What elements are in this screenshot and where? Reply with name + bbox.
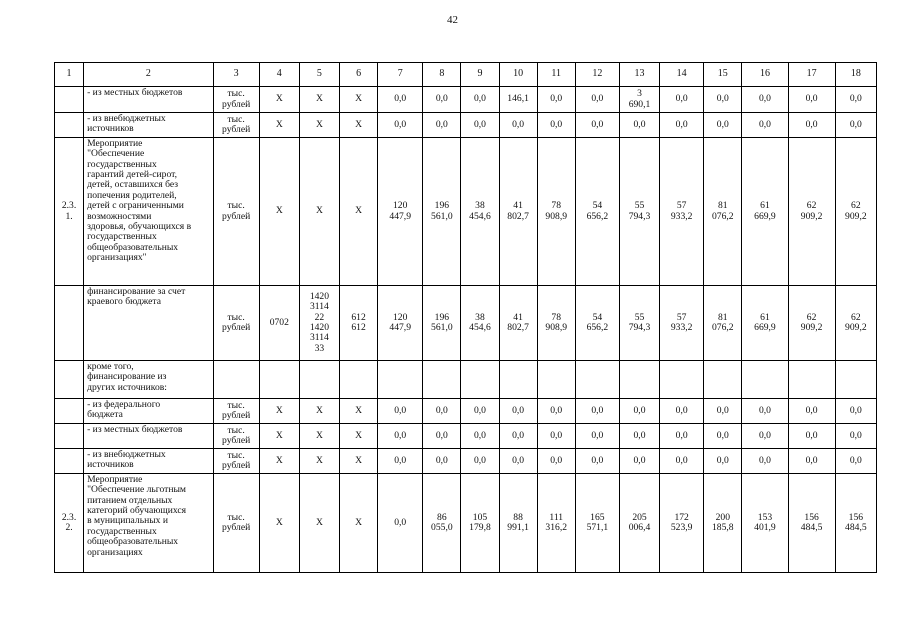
column-header: 6 <box>340 63 378 87</box>
row-number-cell: 2.3. 1. <box>55 138 84 286</box>
table-cell: тыс. рублей <box>213 87 259 113</box>
table-cell: Х <box>299 424 339 449</box>
table-cell: 0,0 <box>575 399 619 424</box>
column-header: 9 <box>461 63 499 87</box>
table-cell: Х <box>259 138 299 286</box>
table-cell <box>213 361 259 399</box>
table-cell: 200 185,8 <box>704 474 742 573</box>
row-name-cell: - из федерального бюджета <box>84 399 213 424</box>
table-cell: 38 454,6 <box>461 286 499 361</box>
table-cell: 0,0 <box>461 449 499 474</box>
table-cell: 81 076,2 <box>704 286 742 361</box>
table-cell: 0,0 <box>575 113 619 138</box>
table-cell: 0,0 <box>423 449 461 474</box>
table-row <box>55 113 877 138</box>
row-name-cell: Мероприятие "Обеспечение льготным питанием отдельных категорий обучающихся в муниципальных и государственных общеобразовательных организациях <box>84 474 213 573</box>
table-row <box>55 138 877 286</box>
table-cell: 0,0 <box>499 449 537 474</box>
table-cell: Х <box>259 449 299 474</box>
table-cell: 0,0 <box>742 399 788 424</box>
table-row <box>55 474 877 573</box>
table-cell: 86 055,0 <box>423 474 461 573</box>
table-cell: 0,0 <box>499 424 537 449</box>
table-cell: 0,0 <box>537 449 575 474</box>
table-cell: тыс. рублей <box>213 399 259 424</box>
header-row <box>55 63 877 87</box>
table-cell <box>340 361 378 399</box>
table-cell: 0,0 <box>461 113 499 138</box>
table-row <box>55 399 877 424</box>
table-cell: 146,1 <box>499 87 537 113</box>
table-cell: 0,0 <box>575 449 619 474</box>
table-cell: 120 447,9 <box>378 286 423 361</box>
table-cell: Х <box>299 399 339 424</box>
table-cell <box>378 361 423 399</box>
table-cell: 0,0 <box>537 424 575 449</box>
table-cell: 62 909,2 <box>788 138 835 286</box>
table-cell <box>299 361 339 399</box>
table-cell: Х <box>299 87 339 113</box>
table-cell: 0,0 <box>835 399 876 424</box>
table-cell: 0,0 <box>660 399 704 424</box>
table-cell <box>423 361 461 399</box>
row-name-cell: финансирование за счет краевого бюджета <box>84 286 213 361</box>
table-cell: 120 447,9 <box>378 138 423 286</box>
row-name-cell: - из местных бюджетов <box>84 424 213 449</box>
table-cell: 156 484,5 <box>788 474 835 573</box>
row-number-cell <box>55 286 84 361</box>
row-name-cell: - из внебюджетных источников <box>84 113 213 138</box>
table-cell: 0,0 <box>788 113 835 138</box>
table-cell: 0702 <box>259 286 299 361</box>
table-cell: 3 690,1 <box>619 87 659 113</box>
table-cell: Х <box>259 474 299 573</box>
table-cell: 55 794,3 <box>619 286 659 361</box>
table-cell: 0,0 <box>537 399 575 424</box>
table-cell <box>660 361 704 399</box>
table-cell: 54 656,2 <box>575 286 619 361</box>
table-cell: Х <box>259 113 299 138</box>
row-name-cell: - из внебюджетных источников <box>84 449 213 474</box>
column-header: 13 <box>619 63 659 87</box>
table-cell: 0,0 <box>660 449 704 474</box>
table-cell: 55 794,3 <box>619 138 659 286</box>
table-cell: 0,0 <box>619 449 659 474</box>
table-cell: тыс. рублей <box>213 424 259 449</box>
table-cell <box>461 361 499 399</box>
table-cell: Х <box>340 87 378 113</box>
table-cell: 0,0 <box>423 113 461 138</box>
table-cell: 0,0 <box>461 87 499 113</box>
table-cell: 0,0 <box>378 113 423 138</box>
table-cell: 0,0 <box>835 87 876 113</box>
table-cell: 0,0 <box>742 424 788 449</box>
row-number-cell <box>55 87 84 113</box>
table-cell: Х <box>259 399 299 424</box>
table-cell: 78 908,9 <box>537 138 575 286</box>
table-cell: Х <box>340 424 378 449</box>
table-cell: 172 523,9 <box>660 474 704 573</box>
table-cell <box>704 361 742 399</box>
table-cell: 0,0 <box>423 424 461 449</box>
table-cell: 156 484,5 <box>835 474 876 573</box>
table-cell: 0,0 <box>704 87 742 113</box>
table-cell: 0,0 <box>537 87 575 113</box>
table-cell: 0,0 <box>660 424 704 449</box>
table-cell: 0,0 <box>537 113 575 138</box>
table-cell: Х <box>299 449 339 474</box>
table-cell: 0,0 <box>788 424 835 449</box>
table-body <box>55 87 877 573</box>
column-header: 18 <box>835 63 876 87</box>
table-cell: 38 454,6 <box>461 138 499 286</box>
row-number-cell <box>55 399 84 424</box>
table-cell: 62 909,2 <box>835 286 876 361</box>
table-cell: 0,0 <box>742 113 788 138</box>
table-cell: Х <box>340 113 378 138</box>
page-number: 42 <box>447 14 458 26</box>
table-cell: тыс. рублей <box>213 286 259 361</box>
table-cell: 0,0 <box>704 449 742 474</box>
table-cell: Х <box>299 138 339 286</box>
column-header: 1 <box>55 63 84 87</box>
table-cell: 0,0 <box>660 113 704 138</box>
table-cell: Х <box>259 424 299 449</box>
table-cell: 0,0 <box>660 87 704 113</box>
column-header: 3 <box>213 63 259 87</box>
column-header: 14 <box>660 63 704 87</box>
table-row <box>55 449 877 474</box>
table-cell <box>575 361 619 399</box>
table-cell: 205 006,4 <box>619 474 659 573</box>
table-cell: 0,0 <box>499 399 537 424</box>
table-cell: 0,0 <box>788 399 835 424</box>
column-header: 17 <box>788 63 835 87</box>
table-cell: 0,0 <box>788 449 835 474</box>
table-cell: 0,0 <box>742 449 788 474</box>
table-cell: 165 571,1 <box>575 474 619 573</box>
table-cell: 111 316,2 <box>537 474 575 573</box>
table-cell: 0,0 <box>619 113 659 138</box>
table-row <box>55 361 877 399</box>
column-header: 11 <box>537 63 575 87</box>
table-cell: 0,0 <box>575 87 619 113</box>
column-header: 15 <box>704 63 742 87</box>
table-row <box>55 286 877 361</box>
table-cell <box>537 361 575 399</box>
row-number-cell <box>55 113 84 138</box>
table-cell: 0,0 <box>835 424 876 449</box>
table-cell: 0,0 <box>835 449 876 474</box>
table-cell: Х <box>340 399 378 424</box>
table-cell: 61 669,9 <box>742 138 788 286</box>
table-cell: 57 933,2 <box>660 286 704 361</box>
table-cell: 0,0 <box>704 113 742 138</box>
table-cell <box>835 361 876 399</box>
table-cell: 0,0 <box>575 424 619 449</box>
table-cell <box>742 361 788 399</box>
column-header: 5 <box>299 63 339 87</box>
column-header: 12 <box>575 63 619 87</box>
table-cell: Х <box>299 113 339 138</box>
table-cell: 61 669,9 <box>742 286 788 361</box>
column-header: 7 <box>378 63 423 87</box>
table-cell: 81 076,2 <box>704 138 742 286</box>
table-cell <box>788 361 835 399</box>
table-cell: 57 933,2 <box>660 138 704 286</box>
table-row <box>55 87 877 113</box>
column-header: 4 <box>259 63 299 87</box>
budget-table <box>54 62 877 573</box>
table-cell: 0,0 <box>378 424 423 449</box>
column-header: 2 <box>84 63 213 87</box>
table-cell: 0,0 <box>378 87 423 113</box>
table-cell: 0,0 <box>461 424 499 449</box>
table-cell: 0,0 <box>378 474 423 573</box>
table-cell <box>259 361 299 399</box>
table-cell: 62 909,2 <box>835 138 876 286</box>
table-cell: 0,0 <box>423 87 461 113</box>
table-cell: тыс. рублей <box>213 138 259 286</box>
table-cell: 0,0 <box>461 399 499 424</box>
table-cell: тыс. рублей <box>213 113 259 138</box>
row-number-cell <box>55 424 84 449</box>
table-cell: 41 802,7 <box>499 286 537 361</box>
table-cell: Х <box>340 449 378 474</box>
table-cell: 196 561,0 <box>423 138 461 286</box>
table-cell: 0,0 <box>704 424 742 449</box>
row-number-cell <box>55 361 84 399</box>
table-cell: 62 909,2 <box>788 286 835 361</box>
column-header: 8 <box>423 63 461 87</box>
table-cell: 41 802,7 <box>499 138 537 286</box>
table-cell: тыс. рублей <box>213 474 259 573</box>
table-cell: 0,0 <box>619 399 659 424</box>
table-cell: 0,0 <box>742 87 788 113</box>
table-cell: Х <box>340 138 378 286</box>
table-cell <box>499 361 537 399</box>
row-name-cell: кроме того, финансирование из других источников: <box>84 361 213 399</box>
table-cell: тыс. рублей <box>213 449 259 474</box>
table-cell: 0,0 <box>378 399 423 424</box>
row-name-cell: - из местных бюджетов <box>84 87 213 113</box>
table-cell: 1420 3114 22 1420 3114 33 <box>299 286 339 361</box>
table-cell: Х <box>299 474 339 573</box>
table-cell: 78 908,9 <box>537 286 575 361</box>
table-cell: 612 612 <box>340 286 378 361</box>
table-cell: 0,0 <box>704 399 742 424</box>
table-cell: 0,0 <box>788 87 835 113</box>
row-number-cell <box>55 449 84 474</box>
table-cell: Х <box>340 474 378 573</box>
table-cell: 0,0 <box>499 113 537 138</box>
row-number-cell: 2.3. 2. <box>55 474 84 573</box>
table-cell: 105 179,8 <box>461 474 499 573</box>
column-header: 10 <box>499 63 537 87</box>
table-cell: 88 991,1 <box>499 474 537 573</box>
column-header: 16 <box>742 63 788 87</box>
table-cell: 54 656,2 <box>575 138 619 286</box>
row-name-cell: Мероприятие "Обеспечение государственных гарантий детей-сирот, детей, оставшихся без попечения родителей, детей с ограниченными возможностями здоровья, обучающихся в государственных общеобразовательных организациях" <box>84 138 213 286</box>
table-cell: 0,0 <box>835 113 876 138</box>
table-cell: 196 561,0 <box>423 286 461 361</box>
table-cell: 0,0 <box>378 449 423 474</box>
table-row <box>55 424 877 449</box>
table-cell: Х <box>259 87 299 113</box>
table-cell: 0,0 <box>423 399 461 424</box>
table-cell: 0,0 <box>619 424 659 449</box>
table-cell: 153 401,9 <box>742 474 788 573</box>
table-cell <box>619 361 659 399</box>
